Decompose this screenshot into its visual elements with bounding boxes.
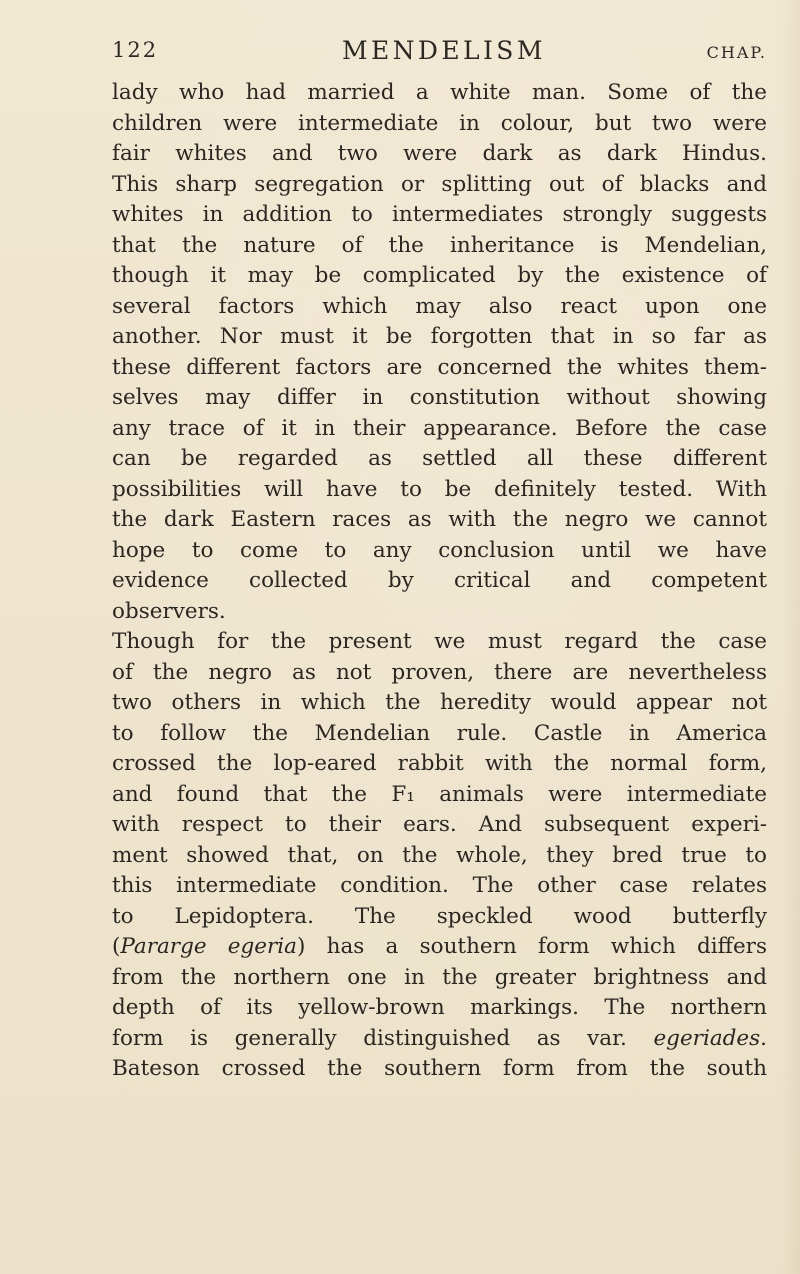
italic-term: Pararge egeria xyxy=(120,934,297,959)
text-line-27: this intermediate condition. The other case relates xyxy=(112,873,767,898)
text-line-23: crossed the lop-eared rabbit with the normal form, xyxy=(112,751,767,776)
text-line-24: and found that the F₁ animals were intermediate xyxy=(112,781,767,807)
text-line-28: to Lepidoptera. The speckled wood butterfly xyxy=(112,903,767,929)
text-line-4: This sharp segregation or splitting out of blacks and xyxy=(112,171,767,197)
text-line-2: children were intermediate in colour, but two were xyxy=(112,110,767,136)
text-line-17: evidence collected by critical and competent xyxy=(112,568,767,593)
text-line-20: of the negro as not proven, there are nevertheless xyxy=(112,659,767,685)
text-line-9: another. Nor must it be forgotten that in so far as xyxy=(112,324,767,349)
text-line-16: hope to come to any conclusion until we have xyxy=(112,537,767,563)
text-line-19: Though for the present we must regard the case xyxy=(112,629,767,654)
italic-term: egeriades xyxy=(653,1025,761,1051)
text-line-13: can be regarded as settled all these different xyxy=(112,446,767,471)
page-number: 122 xyxy=(112,38,159,62)
text-line-29: (Pararge egeria) has a southern form which differs xyxy=(112,934,767,959)
text-line-8: several factors which may also react upon one xyxy=(112,293,767,319)
text-line-30: from the northern one in the greater brightness and xyxy=(112,964,767,990)
text-line-3: fair whites and two were dark as dark Hindus. xyxy=(112,141,767,166)
body-text xyxy=(112,78,767,1085)
text-line-25: with respect to their ears. And subsequent experi- xyxy=(112,812,767,837)
text-line-26: ment showed that, on the whole, they bred true to xyxy=(112,842,767,868)
text-line-32: form is generally distinguished as var. egeriades. xyxy=(112,1025,767,1051)
text-line-33: Bateson crossed the southern form from the south xyxy=(112,1056,767,1081)
text-line-22: to follow the Mendelian rule. Castle in America xyxy=(112,720,767,746)
text-line-12: any trace of it in their appearance. Before the case xyxy=(112,415,767,441)
text-line-6: that the nature of the inheritance is Mendelian, xyxy=(112,232,767,258)
text-line-11: selves may differ in constitution without showing xyxy=(112,385,767,410)
text-line-5: whites in addition to intermediates strongly suggests xyxy=(112,202,767,227)
text-line-18: observers. xyxy=(112,598,226,624)
page-edge-shadow xyxy=(782,0,800,1274)
text-line-10: these different factors are concerned the whites them- xyxy=(112,354,767,380)
page-header xyxy=(112,34,767,78)
text-line-21: two others in which the heredity would appear not xyxy=(112,690,767,715)
text-line-1: lady who had married a white man. Some of the xyxy=(112,80,767,105)
text-line-31: depth of its yellow-brown markings. The northern xyxy=(112,995,767,1020)
text-line-7: though it may be complicated by the existence of xyxy=(112,263,767,288)
text-line-14: possibilities will have to be definitely tested. With xyxy=(112,476,767,502)
text-line-15: the dark Eastern races as with the negro we cannot xyxy=(112,507,767,532)
chapter-label: CHAP. xyxy=(706,43,767,62)
running-title: MENDELISM xyxy=(342,36,546,65)
